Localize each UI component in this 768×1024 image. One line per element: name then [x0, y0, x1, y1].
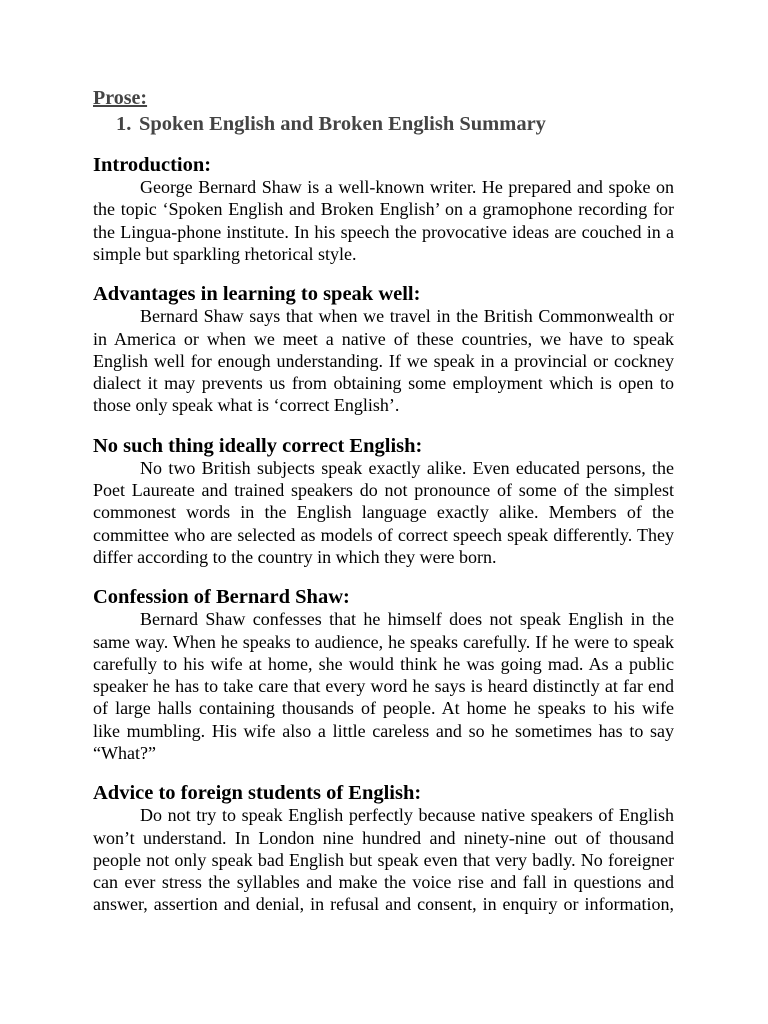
paragraph-line: same way. When he speaks to audience, he speaks carefully. If he were to speak [93, 631, 674, 652]
paragraph-line: Bernard Shaw says that when we travel in the British Commonwealth or [140, 306, 674, 327]
document-page [93, 86, 674, 916]
paragraph-line: carefully to his wife at home, she would think he was going mad. As a public [93, 653, 674, 674]
paragraph-line: dialect it may prevents us from obtaining some employment which is open to [93, 373, 674, 393]
paragraph [93, 305, 674, 416]
section-heading: No such thing ideally correct English: [93, 434, 423, 457]
paragraph-line: can ever stress the syllables and make the voice rise and fall in questions and [93, 872, 674, 892]
paragraph-line: those only speak what is ‘correct English’. [93, 395, 400, 416]
section-heading: Advice to foreign students of English: [93, 782, 422, 805]
section-advice [93, 782, 674, 915]
paragraph [93, 608, 674, 764]
paragraph-line: the Lingua-phone institute. In his speech the provocative ideas are couched in a [93, 221, 674, 242]
paragraph-line: in America or when we meet a native of these countries, we have to speak [93, 328, 674, 349]
list-number: 1. [116, 113, 132, 135]
paragraph-line: commonest words in the English language exactly alike. Members of the [93, 502, 674, 523]
section-heading: Advantages in learning to speak well: [93, 283, 421, 306]
section-label [93, 86, 674, 110]
section-introduction [93, 154, 674, 265]
section-advantages [93, 283, 674, 416]
paragraph [93, 457, 674, 568]
paragraph-line: Poet Laureate and trained speakers do not pronounce of some of the simplest [93, 480, 674, 500]
paragraph [93, 176, 674, 265]
title-text: Spoken English and Broken English Summary [139, 113, 546, 135]
section-label-text: Prose: [93, 87, 148, 109]
section-heading: Introduction: [93, 154, 212, 176]
paragraph-line: committee who are selected as models of correct speech speak differently. They [93, 524, 674, 545]
paragraph-line: simple but sparkling rhetorical style. [93, 243, 357, 264]
paragraph-line: like mumbling. His wife also a little careless and so he sometimes has to say [93, 720, 674, 741]
paragraph-line: differ according to the country in which they were born. [93, 546, 497, 567]
paragraph-line: Do not try to speak English perfectly because native speakers of English [140, 805, 674, 826]
paragraph-line: answer, assertion and denial, in refusal and consent, in enquiry or information, [93, 894, 674, 915]
section-no-correct-english [93, 435, 674, 568]
paragraph-line: English well for enough understanding. If we speak in a provincial or cockney [93, 350, 674, 371]
summary-title [93, 110, 674, 138]
paragraph-line: No two British subjects speak exactly alike. Even educated persons, the [140, 457, 674, 478]
paragraph-line: “What?” [93, 742, 156, 763]
paragraph-line: people not only speak bad English but speak even that very badly. No foreigner [93, 849, 674, 870]
paragraph-line: won’t understand. In London nine hundred and ninety-nine out of thousand [93, 827, 674, 848]
paragraph-line: the topic ‘Spoken English and Broken English’ on a gramophone recording for [93, 199, 674, 220]
paragraph-line: speaker he has to take care that every word he says is heard distinctly at far end [93, 676, 674, 696]
section-heading: Confession of Bernard Shaw: [93, 586, 350, 609]
paragraph-line: Bernard Shaw confesses that he himself does not speak English in the [140, 609, 674, 630]
paragraph [93, 804, 674, 915]
paragraph-line: George Bernard Shaw is a well-known writer. He prepared and spoke on [140, 177, 674, 197]
paragraph-line: of large halls containing thousands of people. At home he speaks to his wife [93, 698, 674, 719]
section-confession [93, 586, 674, 764]
